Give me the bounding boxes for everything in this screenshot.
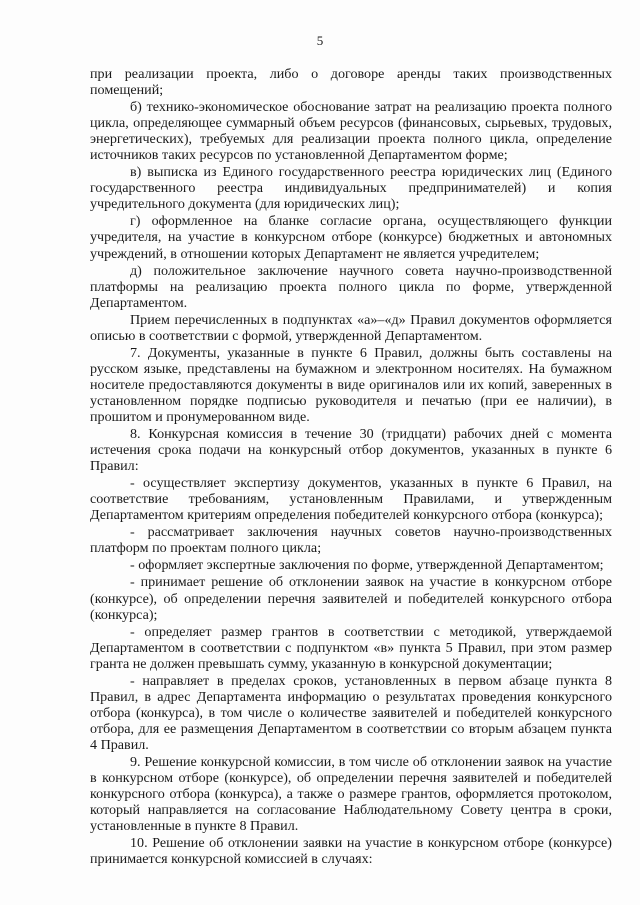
list-item: - принимает решение об отклонении заявок на участие в конкурсном отборе (конкурсе), об определении перечня заявителей и победителей конкурсного отбора (конкурса); xyxy=(90,574,612,623)
paragraph: 9. Решение конкурсной комиссии, в том числе об отклонении заявок на участие в конкурсном отборе (конкурсе), об определении перечня заявителей и победителей конкурсного отбора (конкурса), а также о размере грантов, оформляется протоколом, который направляется на согласование Наблюдательному Совету центра в сроки, установленные в пункте 8 Правил. xyxy=(90,753,612,835)
paragraph: б) технико-экономическое обоснование затрат на реализацию проекта полного цикла, определяющее суммарный объем ресурсов (финансовых, сырьевых, трудовых, энергетических), требуемых для реализации проекта полного цикла, определение источников таких ресурсов по установленной Департаментом форме; xyxy=(90,99,612,164)
paragraph: Прием перечисленных в подпунктах «а»–«д» Правил документов оформляется описью в соответствии с формой, утвержденной Департаментом. xyxy=(90,311,612,344)
paragraph: 7. Документы, указанные в пункте 6 Правил, должны быть составлены на русском языке, представлены на бумажном и электронном носителях. На бумажном носителе предоставляются документы в виде оригиналов или их копий, заверенных в установленном порядке подписью руководителя и печатью (при ее наличии), в прошитом и пронумерованном виде. xyxy=(90,344,612,425)
paragraph: 8. Конкурсная комиссия в течение 30 (тридцати) рабочих дней с момента истечения срока подачи на конкурсный отбор документов, указанных в пункте 6 Правил: xyxy=(90,426,612,475)
paragraph: 10. Решение об отклонении заявки на участие в конкурсном отборе (конкурсе) принимается конкурсной комиссией в случаях: xyxy=(90,835,612,868)
list-item: - направляет в пределах сроков, установленных в первом абзаце пункта 8 Правил, в адрес Департамента информацию о результатах проведения конкурсного отбора (конкурса), в том числе о количестве заявителей и победителей конкурсного отбора, для ее размещения Департаментом в соответствии со вторым абзацем пункта 4 Правил. xyxy=(90,672,612,753)
paragraph: д) положительное заключение научного совета научно-производственной платформы на реализацию проекта полного цикла по форме, утвержденной Департаментом. xyxy=(90,262,612,311)
paragraph: при реализации проекта, либо о договоре аренды таких производственных помещений; xyxy=(90,66,612,99)
list-item: - рассматривает заключения научных советов научно-производственных платформ по проектам полного цикла; xyxy=(90,524,612,557)
paragraph: г) оформленное на бланке согласие органа, осуществляющего функции учредителя, на участие в конкурсном отборе (конкурсе) бюджетных и автономных учреждений, в отношении которых Департамент не является учредителем; xyxy=(90,213,612,262)
paragraph: в) выписка из Единого государственного реестра юридических лиц (Единого государственного реестра индивидуальных предпринимателей) и копия учредительного документа (для юридических лиц); xyxy=(90,164,612,213)
document-body xyxy=(90,66,612,868)
list-item: - осуществляет экспертизу документов, указанных в пункте 6 Правил, на соответствие требованиям, установленным Правилами, и утвержденным Департаментом критериям определения победителей конкурсного отбора (конкурса); xyxy=(90,475,612,524)
list-item: - оформляет экспертные заключения по форме, утвержденной Департаментом; xyxy=(130,557,604,574)
page-number: 5 xyxy=(316,33,324,48)
list-item: - определяет размер грантов в соответствии с методикой, утверждаемой Департаментом в соответствии с подпунктом «в» пункта 5 Правил, при этом размер гранта не должен превышать сумму, указанную в конкурсной документации; xyxy=(90,623,612,672)
